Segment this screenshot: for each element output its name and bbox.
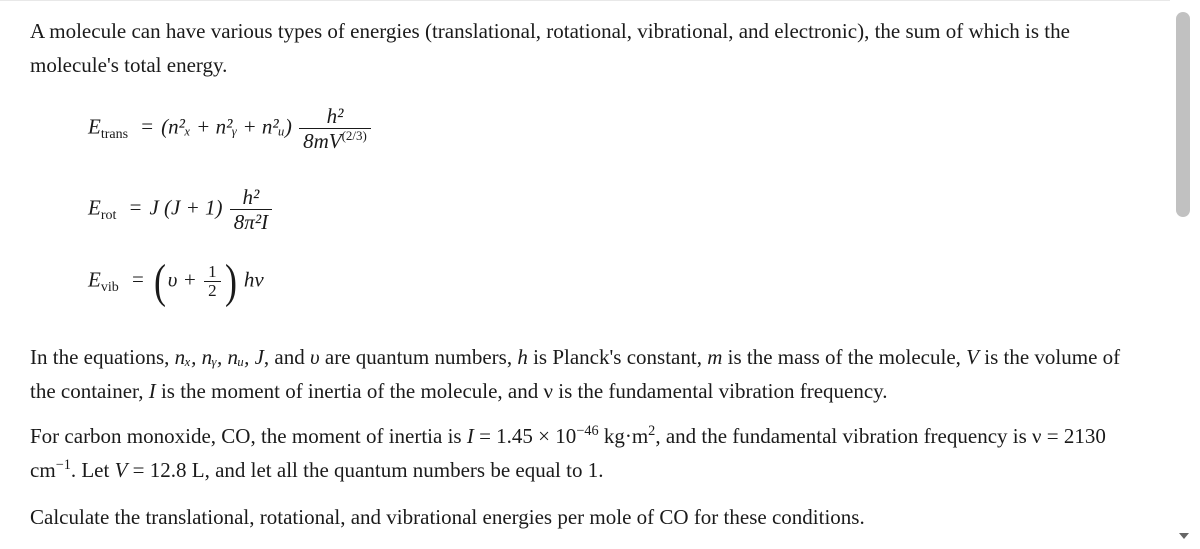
eq-rot-numerator: h²	[242, 185, 260, 209]
eq-vib-tail: hν	[243, 267, 264, 292]
p3-text-5: .	[598, 458, 604, 482]
equation-translational	[88, 104, 373, 153]
p2-vars: nₓ, nᵧ, nᵤ, J	[174, 345, 264, 369]
p3-text-1: For carbon monoxide, CO, the moment of inertia is	[30, 424, 467, 448]
eq-vib-half	[204, 263, 221, 300]
eq-vib-equals: =	[131, 267, 144, 292]
eq-trans-fraction	[299, 104, 371, 153]
eq-rot-equals: =	[129, 195, 142, 220]
eq-trans-numerator: h²	[326, 104, 344, 128]
eq-trans-lhs-sub: trans	[100, 127, 129, 143]
p3-unit1-exp: 2	[648, 423, 656, 439]
eq-vib-lhs-sub: vib	[100, 280, 119, 296]
p2-text-1: In the equations,	[30, 345, 175, 369]
p3-val2: = 12.8 L	[127, 458, 205, 482]
eq-vib-half-den: 2	[204, 281, 221, 300]
p2-text-2: , and	[263, 345, 310, 369]
eq-rot-lhs: E	[88, 195, 101, 220]
p2-text-8: is the fundamental vibration frequency.	[553, 379, 888, 403]
eq-vib-lhs: E	[88, 267, 101, 292]
p3-V: V	[114, 458, 128, 482]
eq-trans-equals: =	[141, 114, 154, 139]
eq-trans-factor: (n²ₓ + n²ᵧ + n²ᵤ)	[161, 114, 292, 139]
problem-content	[30, 14, 1150, 82]
scrollbar-thumb[interactable]	[1176, 12, 1190, 217]
p2-text-3: are quantum numbers,	[319, 345, 518, 369]
eq-vib-inner: υ +	[167, 267, 197, 292]
right-paren: )	[224, 255, 237, 308]
p2-nu: ν	[543, 379, 554, 403]
eq-rot-denominator: 8π²I	[230, 209, 272, 234]
question-text: Calculate the translational, rotational, and vibrational energies per mole of CO for these conditions.	[30, 505, 865, 529]
eq-trans-den-exp: (2/3)	[341, 128, 367, 143]
p2-text-7: is the moment of inertia of the molecule, and	[155, 379, 544, 403]
equation-vibrational	[88, 254, 264, 309]
p3-one: 1	[587, 458, 599, 482]
definitions-paragraph	[30, 340, 1150, 408]
p3-nu: ν = 2130 cm	[30, 424, 1106, 482]
eq-trans-denominator: 8mV	[303, 129, 342, 153]
p3-text-4: , and let all the quantum numbers be equal to	[204, 458, 588, 482]
p3-unit1: kg·m	[598, 424, 649, 448]
left-paren: (	[153, 255, 166, 308]
p2-text-5: is the mass of the molecule,	[722, 345, 967, 369]
equation-rotational	[88, 185, 274, 234]
p2-I: I	[148, 379, 156, 403]
p3-exp1: −46	[576, 423, 599, 439]
vertical-scrollbar[interactable]	[1170, 0, 1200, 549]
p2-V: V	[966, 345, 979, 369]
eq-rot-lhs-sub: rot	[100, 208, 117, 224]
p2-text-4: is Planck's constant,	[527, 345, 708, 369]
given-values-paragraph	[30, 419, 1150, 487]
intro-paragraph: A molecule can have various types of energies (translational, rotational, vibrational, and electronic), the sum of which is the molecule's total energy.	[30, 19, 1070, 77]
p2-h: h	[517, 345, 528, 369]
eq-rot-factor: J (J + 1)	[149, 195, 223, 220]
scroll-down-arrow-icon[interactable]	[1179, 533, 1189, 539]
eq-rot-fraction	[230, 185, 272, 234]
p3-text-3: . Let	[70, 458, 115, 482]
eq-vib-half-num: 1	[208, 262, 217, 281]
p2-text-6: is the volume of the container,	[30, 345, 1121, 403]
p2-v: υ	[310, 345, 320, 369]
eq-trans-lhs: E	[88, 114, 101, 139]
p3-val1: = 1.45 × 10	[473, 424, 577, 448]
p3-nu-exp: −1	[55, 457, 71, 473]
p3-text-2: , and the fundamental vibration frequency is	[655, 424, 1033, 448]
p2-m: m	[707, 345, 723, 369]
p3-I: I	[466, 424, 474, 448]
top-border	[0, 0, 1170, 1]
